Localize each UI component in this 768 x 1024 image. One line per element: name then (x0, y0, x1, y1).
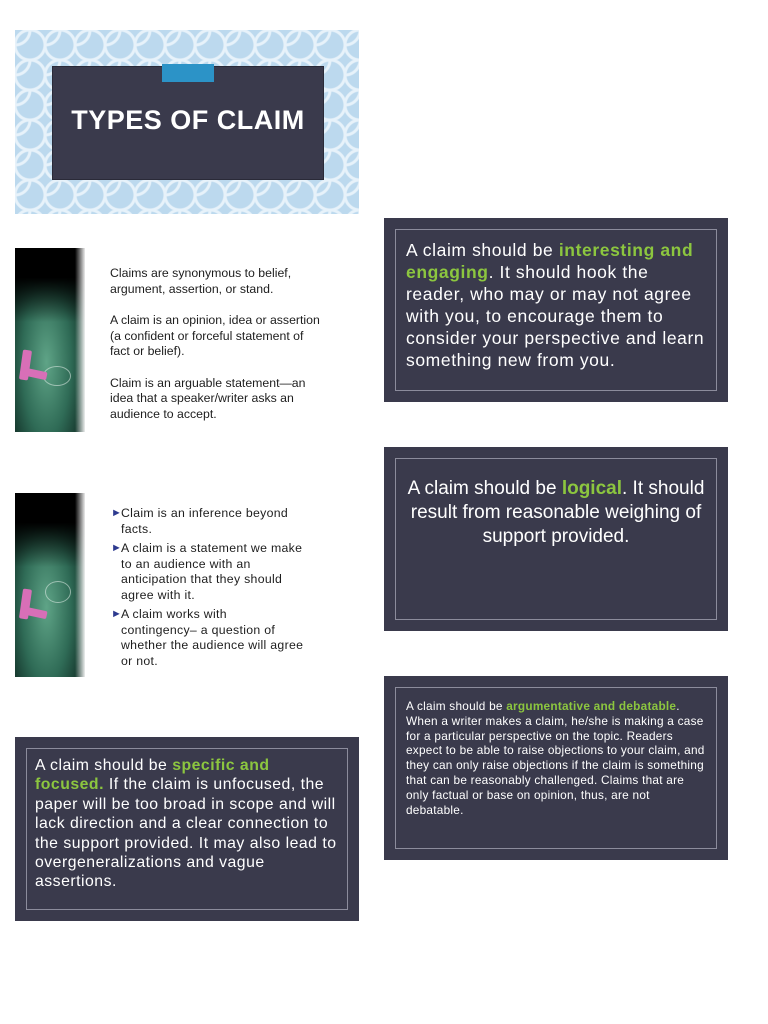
list-item: ► A claim is a statement we make to an audience with an anticipation that they should agree with it. (111, 541, 303, 602)
title-slide (15, 30, 359, 214)
chalkboard-image (15, 493, 85, 677)
interesting-text: A claim should be interesting and engaging. It should hook the reader, who may or may not agree with you, to encourage them to consider your perspective and learn something new from you. (406, 240, 705, 370)
logical-slide (384, 447, 728, 631)
highlight-text: argumentative and debatable (506, 699, 677, 713)
inference-bullet-list (111, 506, 305, 673)
definition-slide (15, 248, 359, 432)
highlight-text: specific and focused. (35, 757, 270, 794)
specific-text: A claim should be specific and focused. If the claim is unfocused, the paper will be too broad in scope and will lack direction and a clear connection to the support provided. It may also lead to overgeneralizations and vague assertions. (35, 757, 337, 891)
logical-text: A claim should be logical. It should result from reasonable weighing of support provided. (407, 478, 705, 547)
highlight-text: logical (561, 478, 622, 499)
inference-slide (15, 493, 359, 677)
definition-text (110, 266, 320, 438)
definition-paragraph: A claim is an opinion, idea or assertion (a confident or forceful statement of fact or belief). (110, 313, 320, 358)
chalkboard-image (15, 248, 85, 432)
bullet-arrow-icon: ► (111, 542, 123, 554)
specific-slide (15, 737, 359, 921)
title-accent-tab (162, 64, 214, 82)
argumentative-text: A claim should be argumentative and debatable. When a writer makes a claim, he/she is making a case for a particular perspective on the topic. Readers expect to be able to raise objections to your claim, and they can only raise objections if the claim is something that can be reasonably challenged. Claims that are only factual or base on opinion, thus, are not debatable. (406, 699, 705, 817)
argumentative-slide (384, 676, 728, 860)
list-item: ► Claim is an inference beyond facts. (111, 506, 288, 536)
interesting-slide (384, 218, 728, 402)
page-title: TYPES OF CLAIM (71, 105, 305, 135)
title-box (52, 66, 324, 180)
definition-paragraph: Claim is an arguable statement—an idea that a speaker/writer asks an audience to accept. (110, 375, 306, 421)
bullet-arrow-icon: ► (111, 507, 123, 519)
list-item: ► A claim works with contingency– a question of whether the audience will agree or not. (111, 607, 304, 668)
highlight-text: interesting and engaging (406, 240, 694, 282)
definition-paragraph: Claims are synonymous to belief, argument, assertion, or stand. (110, 266, 292, 296)
bullet-arrow-icon: ► (111, 608, 123, 620)
